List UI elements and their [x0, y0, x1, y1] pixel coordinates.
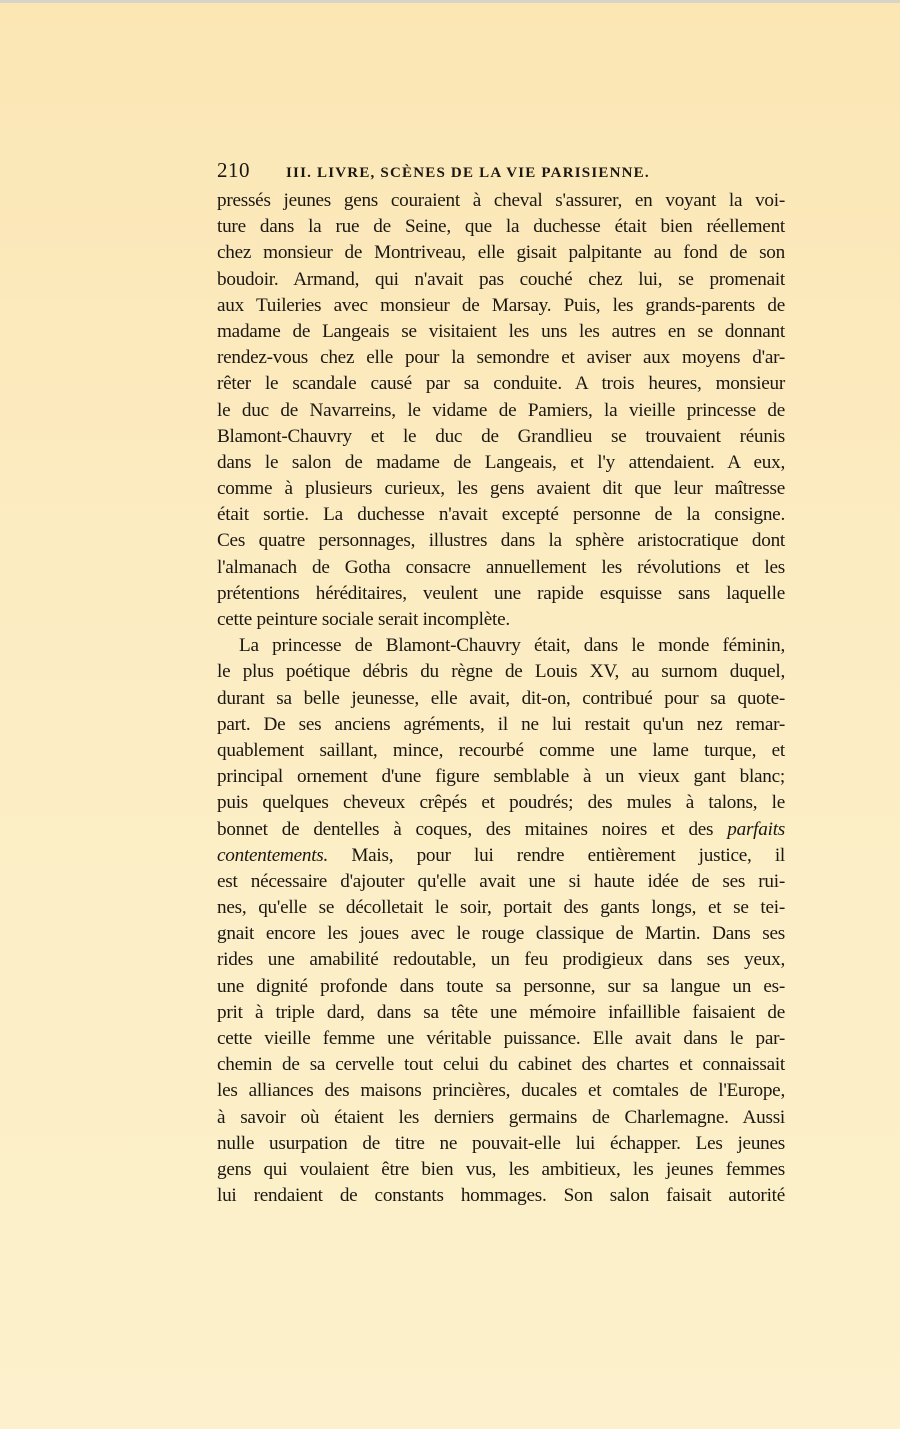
text-line: était sortie. La duchesse n'avait excepté personne de la consigne. [217, 504, 785, 526]
text-line: nulle usurpation de titre ne pouvait-elle lui échapper. Les jeunes [217, 1132, 785, 1154]
text-line-with-italic [217, 843, 785, 869]
text-line: rêter le scandale causé par sa conduite. A trois heures, monsieur [217, 373, 785, 395]
text-line: durant sa belle jeunesse, elle avait, dit-on, contribué pour sa quote- [217, 687, 785, 709]
text-line: principal ornement d'une figure semblable à un vieux gant blanc; [217, 766, 785, 788]
running-head [217, 158, 785, 188]
running-title: III. LIVRE, SCÈNES DE LA VIE PARISIENNE. [286, 165, 650, 181]
text-line: Blamont-Chauvry et le duc de Grandlieu se trouvaient réunis [217, 425, 785, 447]
text-line: pressés jeunes gens couraient à cheval s'assurer, en voyant la voi- [217, 190, 785, 211]
text-line: est nécessaire d'ajouter qu'elle avait une si haute idée de ses rui- [217, 870, 785, 892]
text-line: rides une amabilité redoutable, un feu prodigieux dans ses yeux, [217, 949, 785, 971]
paragraph-start-line: La princesse de Blamont-Chauvry était, dans le monde féminin, [239, 635, 785, 657]
page-number: 210 [217, 158, 250, 182]
text-line: dans le salon de madame de Langeais, et l'y attendaient. A eux, [217, 451, 785, 473]
text-line: le duc de Navarreins, le vidame de Pamiers, la vieille princesse de [217, 399, 785, 421]
text-line: chemin de sa cervelle tout celui du cabinet des chartes et connaissait [217, 1054, 785, 1076]
text-line-with-italic [217, 817, 785, 843]
text-line: prétentions héréditaires, veulent une rapide esquisse sans laquelle [217, 582, 785, 604]
text-line: gens qui voulaient être bien vus, les ambitieux, les jeunes femmes [217, 1158, 785, 1180]
text-line: quablement saillant, mince, recourbé comme une lame turque, et [217, 739, 785, 761]
body-text [217, 188, 785, 1209]
text-line: l'almanach de Gotha consacre annuellement les révolutions et les [217, 556, 785, 578]
text-line: une dignité profonde dans toute sa personne, sur sa langue un es- [217, 975, 785, 997]
text-line: Ces quatre personnages, illustres dans la sphère aristocratique dont [217, 530, 785, 552]
text-line: rendez-vous chez elle pour la semondre et aviser aux moyens d'ar- [217, 347, 785, 369]
italic-phrase: contentements. [217, 844, 329, 866]
text-line: nes, qu'elle se décolletait le soir, portait des gants longs, et se tei- [217, 897, 785, 919]
text-line: prit à triple dard, dans sa tête une mémoire infaillible faisaient de [217, 1001, 785, 1023]
text-segment: Mais, pour lui rendre entièrement justice, il [351, 844, 786, 866]
text-line: lui rendaient de constants hommages. Son salon faisait autorité [217, 1185, 785, 1207]
text-line: madame de Langeais se visitaient les uns les autres en se donnant [217, 320, 785, 342]
text-line: puis quelques cheveux crêpés et poudrés; des mules à talons, le [217, 792, 785, 814]
text-line: à savoir où étaient les derniers germains de Charlemagne. Aussi [217, 1106, 785, 1128]
text-line: cette vieille femme une véritable puissance. Elle avait dans le par- [217, 1028, 785, 1049]
text-line: chez monsieur de Montriveau, elle gisait palpitante au fond de son [217, 242, 785, 264]
paragraph-end-line: cette peinture sociale serait incomplète. [217, 609, 510, 630]
text-line: part. De ses anciens agréments, il ne lui restait qu'un nez remar- [217, 713, 785, 735]
text-line: comme à plusieurs curieux, les gens avaient dit que leur maîtresse [217, 478, 785, 500]
text-segment: bonnet de dentelles à coques, des mitaines noires et des [217, 818, 728, 840]
text-line: le plus poétique débris du règne de Louis XV, au surnom duquel, [217, 661, 785, 683]
text-line: les alliances des maisons princières, ducales et comtales de l'Europe, [217, 1080, 785, 1102]
text-line: aux Tuileries avec monsieur de Marsay. Puis, les grands-parents de [217, 294, 785, 316]
book-page [217, 158, 785, 1209]
text-line: ture dans la rue de Seine, que la duchesse était bien réellement [217, 216, 785, 238]
italic-phrase: parfaits [727, 818, 785, 840]
text-line: gnait encore les joues avec le rouge classique de Martin. Dans ses [217, 923, 785, 945]
text-line: boudoir. Armand, qui n'avait pas couché chez lui, se promenait [217, 268, 785, 290]
